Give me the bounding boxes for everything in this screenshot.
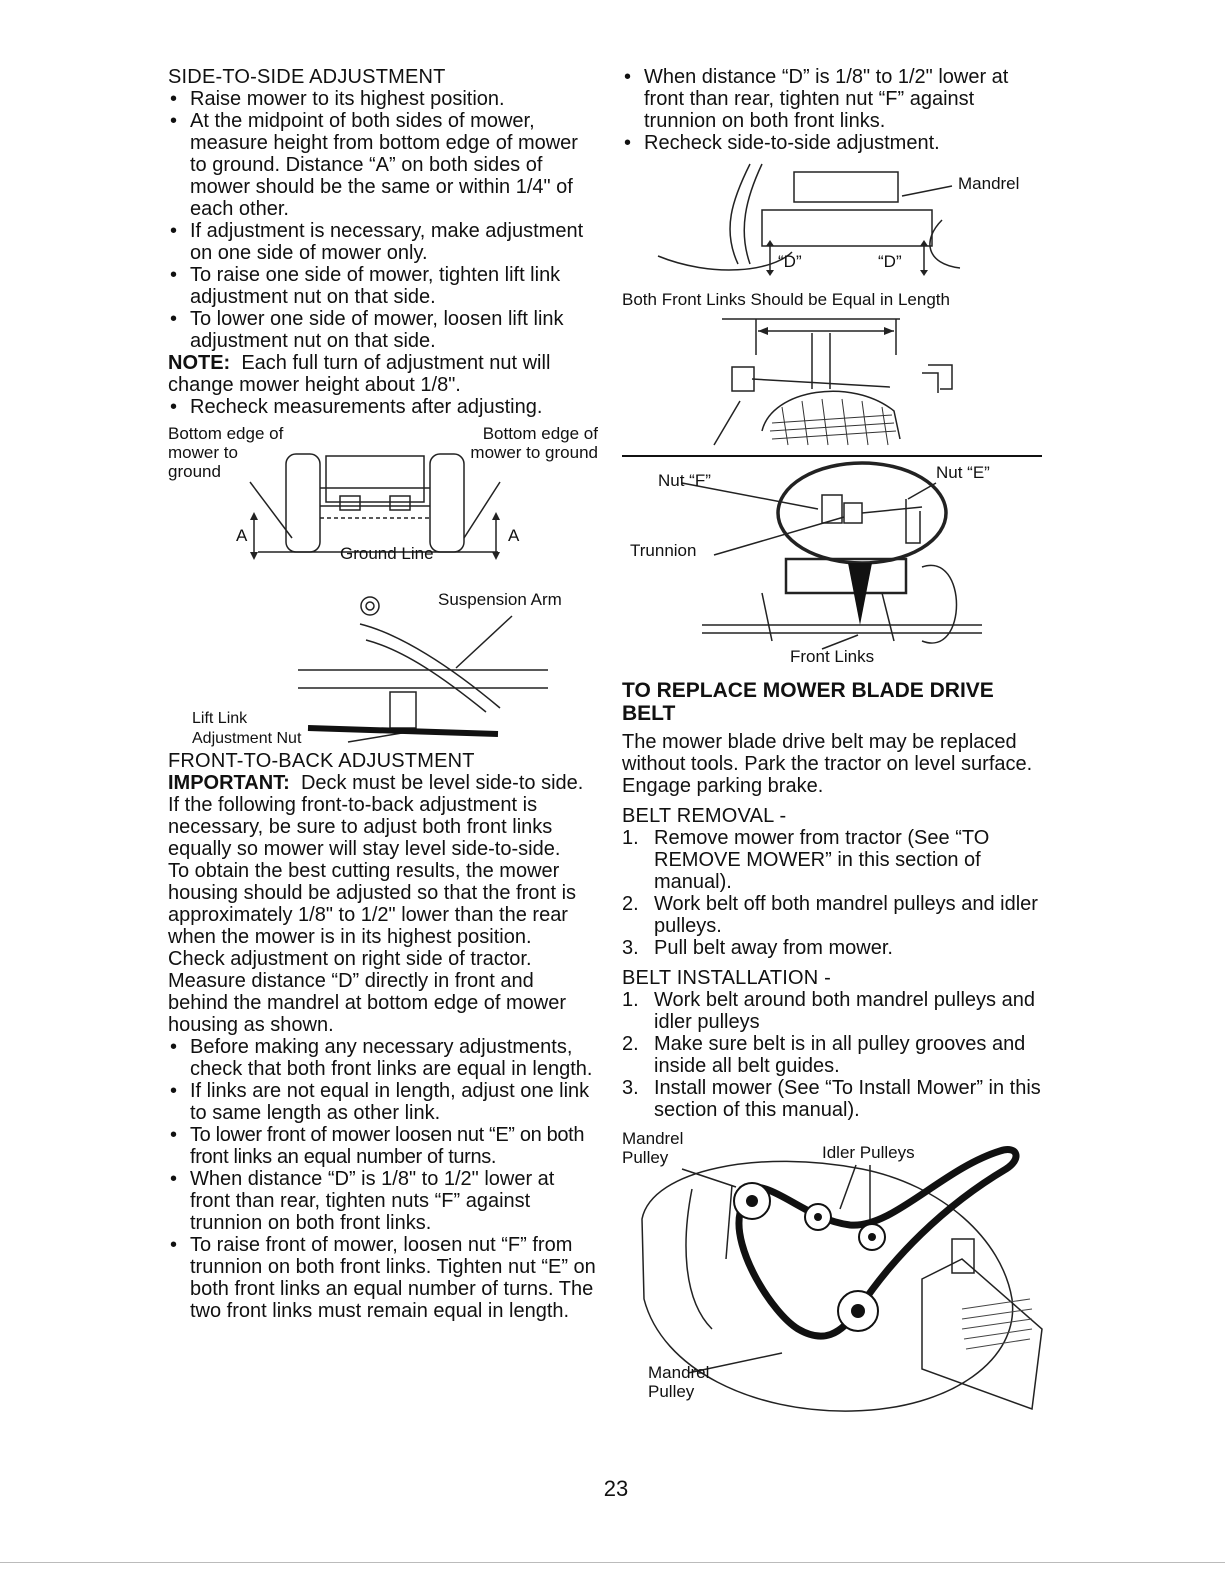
step-number: 3. xyxy=(622,937,639,959)
left-column xyxy=(168,66,598,1322)
step-number: 2. xyxy=(622,893,639,915)
list-item xyxy=(622,989,1052,1033)
front-adjust-steps xyxy=(622,66,1052,154)
step-number: 1. xyxy=(622,827,639,849)
figure-front-links-detail xyxy=(622,463,1052,669)
figure-side-height xyxy=(168,426,598,578)
figure-mandrel-distance xyxy=(622,160,1052,284)
label-mandrel-pulley-bottom xyxy=(648,1363,718,1401)
label-a-right: A xyxy=(508,526,520,545)
paragraph-obtain-results: To obtain the best cutting results, the mower housing should be adjusted so that the front is approximately 1/8" to 1/2" lower than the rear when the mower is in its highest position. xyxy=(168,860,577,948)
list-item: • Raise mower to its highest position. xyxy=(168,88,598,110)
belt-removal-heading: BELT REMOVAL - xyxy=(622,805,787,827)
step-number: 2. xyxy=(622,1033,639,1055)
label-adjustment-nut: Adjustment Nut xyxy=(192,730,302,747)
label-front-links: Front Links xyxy=(790,647,875,666)
replace-belt-heading: TO REPLACE MOWER BLADE DRIVE BELT xyxy=(622,679,994,725)
list-item: • Before making any necessary adjustments, check that both front links are equal in length. xyxy=(168,1036,598,1080)
label-bottom-edge-left: Bottom edge of mower to ground xyxy=(168,424,284,481)
label-ground-line: Ground Line xyxy=(340,544,434,563)
label-lift-link: Lift Link xyxy=(192,710,248,727)
label-bottom-edge-right: Bottom edge of mower to ground xyxy=(470,424,598,462)
list-item xyxy=(622,893,1052,937)
figure-belt-routing xyxy=(622,1129,1052,1417)
step-number: 1. xyxy=(622,989,639,1011)
label-text: Mandrel Pulley xyxy=(648,1363,710,1401)
list-item: • Recheck side-to-side adjustment. xyxy=(622,132,1052,154)
important-note xyxy=(168,772,598,860)
list-item: • At the midpoint of both sides of mower, measure height from bottom edge of mower to ground. Distance “A” on both sides of mower should be the same or within 1/4" of each other. xyxy=(168,110,598,220)
list-item xyxy=(622,1033,1052,1077)
label-idler-pulleys: Idler Pulleys xyxy=(822,1143,915,1162)
label-a-left: A xyxy=(236,526,248,545)
list-item xyxy=(622,1077,1052,1121)
important-text: Deck must be level side-to side. If the following front-to-back adjustment is necessary, be sure to adjust both front links equally so mower will stay level side-to-side. xyxy=(168,772,584,860)
figure-divider xyxy=(622,455,1042,457)
paragraph-check-adjustment: Check adjustment on right side of tractor. Measure distance “D” directly in front and behind the mandrel at bottom edge of mower housing as shown. xyxy=(168,948,567,1036)
label-nut-f: Nut “F” xyxy=(658,471,711,490)
list-item xyxy=(622,937,1052,959)
note-label: NOTE: xyxy=(168,352,231,374)
important-label: IMPORTANT: xyxy=(168,772,290,794)
recheck-step xyxy=(168,396,598,418)
list-item: • When distance “D” is 1/8" to 1/2" lower at front than rear, tighten nut “F” against trunnion on both front links. xyxy=(622,66,1052,132)
list-item: • To lower one side of mower, loosen lift link adjustment nut on that side. xyxy=(168,308,598,352)
label-suspension-arm: Suspension Arm xyxy=(438,590,562,609)
step-number: 3. xyxy=(622,1077,639,1099)
list-item xyxy=(622,827,1052,893)
front-to-back-heading: FRONT-TO-BACK ADJUSTMENT xyxy=(168,750,475,772)
label-text: Mandrel Pulley xyxy=(622,1129,684,1167)
list-item: • To raise front of mower, loosen nut “F” from trunnion on both front links. Tighten nut “E” on both front links an equal number of turns. The two front links must remain equal in length. xyxy=(168,1234,598,1322)
list-item: • Recheck measurements after adjusting. xyxy=(168,396,598,418)
label-d-left: “D” xyxy=(778,252,802,271)
step-text: Work belt around both mandrel pulleys and idler pulleys xyxy=(654,989,1035,1033)
note-text: Each full turn of adjustment nut will change mower height about 1/8". xyxy=(168,352,551,396)
list-item: • To raise one side of mower, tighten lift link adjustment nut on that side. xyxy=(168,264,598,308)
step-text: Work belt off both mandrel pulleys and idler pulleys. xyxy=(654,893,1038,937)
side-to-side-steps xyxy=(168,88,598,352)
belt-installation-steps xyxy=(622,989,1052,1121)
label-trunnion: Trunnion xyxy=(630,541,697,560)
page-number: 23 xyxy=(603,1476,629,1501)
right-column xyxy=(622,66,1052,1417)
label-mandrel: Mandrel xyxy=(958,174,1020,193)
list-item: • If links are not equal in length, adjust one link to same length as other link. xyxy=(168,1080,598,1124)
figure-suspension-arm xyxy=(168,584,598,746)
list-item: • To lower front of mower loosen nut “E” on both front links an equal number of turns. xyxy=(168,1124,598,1168)
label-nut-e: Nut “E” xyxy=(936,463,990,482)
front-to-back-steps xyxy=(168,1036,598,1322)
list-item: • When distance “D” is 1/8" to 1/2" lower at front than rear, tighten nuts “F” against trunnion on both front links. xyxy=(168,1168,598,1234)
side-to-side-heading: SIDE-TO-SIDE ADJUSTMENT xyxy=(168,66,446,88)
note xyxy=(168,352,598,396)
replace-belt-paragraph: The mower blade drive belt may be replaced without tools. Park the tractor on level surface. Engage parking brake. xyxy=(622,731,1033,797)
bottom-edge-line xyxy=(0,1562,1225,1563)
step-text: Make sure belt is in all pulley grooves and inside all belt guides. xyxy=(654,1033,1026,1077)
front-link-wheel-drawing xyxy=(622,319,1052,449)
label-mandrel-pulley-top xyxy=(622,1129,692,1167)
figure-front-link-length xyxy=(622,319,1052,449)
list-item: • If adjustment is necessary, make adjustment on one side of mower only. xyxy=(168,220,598,264)
front-links-detail-drawing xyxy=(622,463,1052,669)
caption-front-links-equal: Both Front Links Should be Equal in Length xyxy=(622,290,950,309)
belt-removal-steps xyxy=(622,827,1052,959)
label-d-right: “D” xyxy=(878,252,902,271)
belt-installation-heading: BELT INSTALLATION - xyxy=(622,967,832,989)
step-text: Remove mower from tractor (See “TO REMOVE MOWER” in this section of manual). xyxy=(654,827,990,893)
step-text: Pull belt away from mower. xyxy=(654,937,893,959)
step-text: Install mower (See “To Install Mower” in this section of this manual). xyxy=(654,1077,1041,1121)
